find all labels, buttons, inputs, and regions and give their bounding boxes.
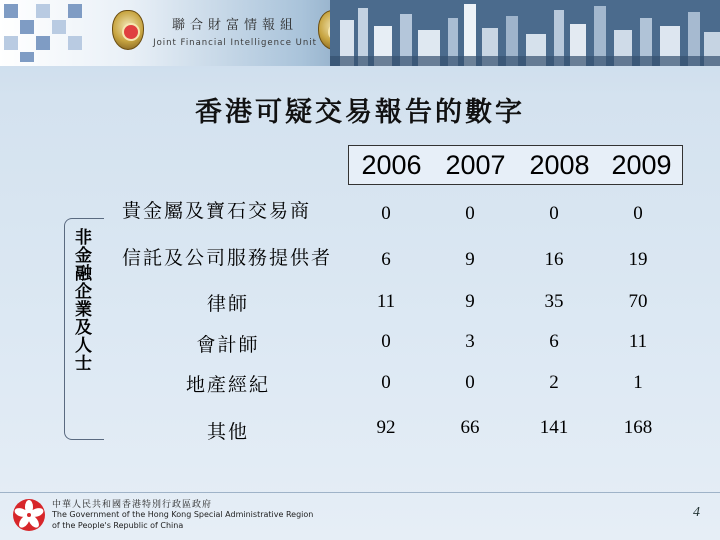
row-label-lawyers: 律師 (206, 293, 249, 315)
table-cell: 0 (465, 372, 475, 393)
table-cell: 70 (628, 291, 648, 312)
table-cell: 0 (465, 203, 475, 224)
year-header-2006: 2006 (361, 150, 422, 180)
table-cell: 0 (549, 203, 559, 224)
table-cell: 6 (549, 331, 559, 352)
table-cell: 1 (633, 372, 643, 393)
government-name-chinese: 中華人民共和國香港特別行政區政府 (52, 500, 213, 510)
row-label-estate-agents: 地產經紀 (185, 374, 270, 396)
table-cell: 168 (623, 417, 653, 438)
year-header-row (348, 145, 683, 185)
table-cell: 2 (549, 372, 559, 393)
table-cell: 11 (376, 291, 396, 312)
table-cell: 11 (628, 331, 648, 352)
table-cell: 141 (539, 417, 569, 438)
table-cell: 0 (381, 331, 391, 352)
year-header-2009: 2009 (611, 150, 672, 180)
table-cell: 35 (544, 291, 564, 312)
row-label-trust-company-services: 信託及公司服務提供者 (122, 247, 333, 269)
slide-title: 香港可疑交易報告的數字 (195, 97, 525, 128)
table-cell: 6 (381, 249, 391, 270)
table-cell: 92 (376, 417, 396, 438)
police-crest-icon (112, 10, 144, 50)
side-category-label: 非金融企業及人士 (71, 228, 91, 372)
org-name-chinese: 聯合財富情報組 (171, 18, 298, 33)
decorative-mosaic (4, 4, 124, 64)
row-label-others: 其他 (206, 421, 249, 443)
header-banner (0, 0, 720, 66)
table-cell: 19 (628, 249, 648, 270)
page-number: 4 (693, 505, 700, 520)
row-label-accountants: 會計師 (196, 334, 260, 356)
table-cell: 9 (465, 291, 475, 312)
year-header-2007: 2007 (445, 150, 506, 180)
org-name-english: Joint Financial Intelligence Unit (153, 38, 317, 48)
table-cell: 0 (381, 203, 391, 224)
footer-divider (0, 492, 720, 493)
table-cell: 0 (381, 372, 391, 393)
table-cell: 9 (465, 249, 475, 270)
table-cell: 16 (544, 249, 564, 270)
government-name-english-line2: of the People's Republic of China (52, 521, 184, 530)
row-label-precious-metals: 貴金屬及寶石交易商 (122, 200, 312, 222)
bauhinia-emblem-icon (12, 498, 46, 532)
table-cell: 0 (633, 203, 643, 224)
table-cell: 3 (465, 331, 475, 352)
year-header-2008: 2008 (529, 150, 590, 180)
table-cell: 66 (460, 417, 480, 438)
government-name-english-line1: The Government of the Hong Kong Special Administrative Region (52, 510, 314, 519)
city-skyline-photo (330, 0, 720, 66)
